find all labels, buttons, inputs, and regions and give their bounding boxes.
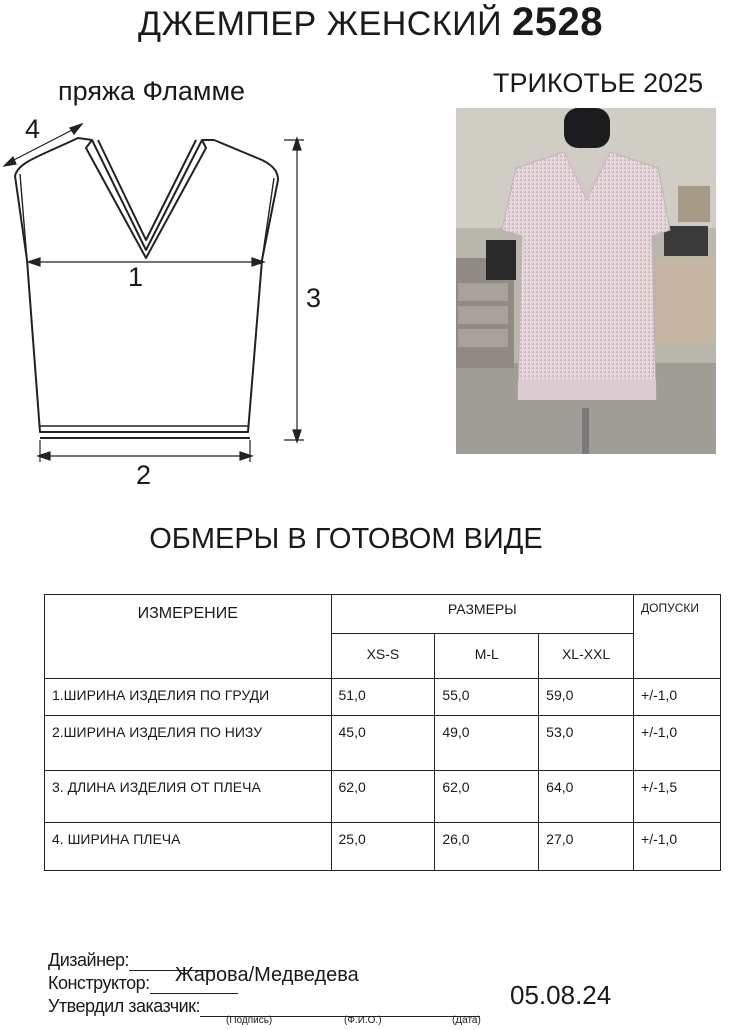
row-value: 27,0 xyxy=(539,823,634,871)
row-value: 53,0 xyxy=(539,716,634,771)
row-value: 49,0 xyxy=(435,716,539,771)
row-name: 3. ДЛИНА ИЗДЕЛИЯ ОТ ПЛЕЧА xyxy=(45,771,332,823)
designer-label: Дизайнер: xyxy=(48,950,130,970)
row-value: 25,0 xyxy=(331,823,435,871)
row-name: 4. ШИРИНА ПЛЕЧА xyxy=(45,823,332,871)
document-date: 05.08.24 xyxy=(510,980,612,1010)
row-value: 55,0 xyxy=(435,679,539,716)
header-measure: ИЗМЕРЕНИЕ xyxy=(45,595,332,679)
header-tolerance: ДОПУСКИ xyxy=(634,595,721,679)
caption-signature: (Подпись) xyxy=(226,1015,273,1026)
page-title xyxy=(0,0,741,45)
constructor-signature-line xyxy=(150,993,238,994)
row-tolerance: +/-1,5 xyxy=(634,771,721,823)
table-row xyxy=(45,716,721,771)
table-row xyxy=(45,679,721,716)
table-row xyxy=(45,823,721,871)
row-tolerance: +/-1,0 xyxy=(634,823,721,871)
row-value: 45,0 xyxy=(331,716,435,771)
row-value: 51,0 xyxy=(331,679,435,716)
row-name: 1.ШИРИНА ИЗДЕЛИЯ ПО ГРУДИ xyxy=(45,679,332,716)
model-number: 2528 xyxy=(512,0,603,44)
row-value: 26,0 xyxy=(435,823,539,871)
row-tolerance: +/-1,0 xyxy=(634,679,721,716)
section-title: ОБМЕРЫ В ГОТОВОМ ВИДЕ xyxy=(149,523,543,555)
row-tolerance: +/-1,0 xyxy=(634,716,721,771)
size-xl-xxl: XL-XXL xyxy=(539,634,634,679)
product-photo xyxy=(456,108,716,454)
dimension-label-4: 4 xyxy=(25,114,41,144)
size-xs-s: XS-S xyxy=(331,634,435,679)
yarn-label: пряжа Фламме xyxy=(58,76,246,106)
dimension-label-3: 3 xyxy=(306,283,322,313)
row-value: 62,0 xyxy=(435,771,539,823)
constructor-names: Жарова/Медведева xyxy=(175,964,359,986)
row-value: 62,0 xyxy=(331,771,435,823)
table-header-row xyxy=(45,595,721,634)
title-text: ДЖЕМПЕР ЖЕНСКИЙ xyxy=(138,5,503,43)
caption-date: (Дата) xyxy=(452,1015,481,1026)
row-value: 59,0 xyxy=(539,679,634,716)
approver-label: Утвердил заказчик: xyxy=(48,996,201,1016)
approver-row xyxy=(48,996,480,1017)
dimension-label-2: 2 xyxy=(136,460,152,490)
collection-label: ТРИКОТЬЕ 2025 xyxy=(493,68,704,98)
measurements-table xyxy=(44,594,721,871)
size-m-l: M-L xyxy=(435,634,539,679)
dimension-label-1: 1 xyxy=(128,262,144,292)
constructor-label: Конструктор: xyxy=(48,973,150,993)
row-name: 2.ШИРИНА ИЗДЕЛИЯ ПО НИЗУ xyxy=(45,716,332,771)
table-row xyxy=(45,771,721,823)
header-sizes: РАЗМЕРЫ xyxy=(331,595,634,634)
row-value: 64,0 xyxy=(539,771,634,823)
caption-name: (Ф.И.О.) xyxy=(344,1015,382,1026)
